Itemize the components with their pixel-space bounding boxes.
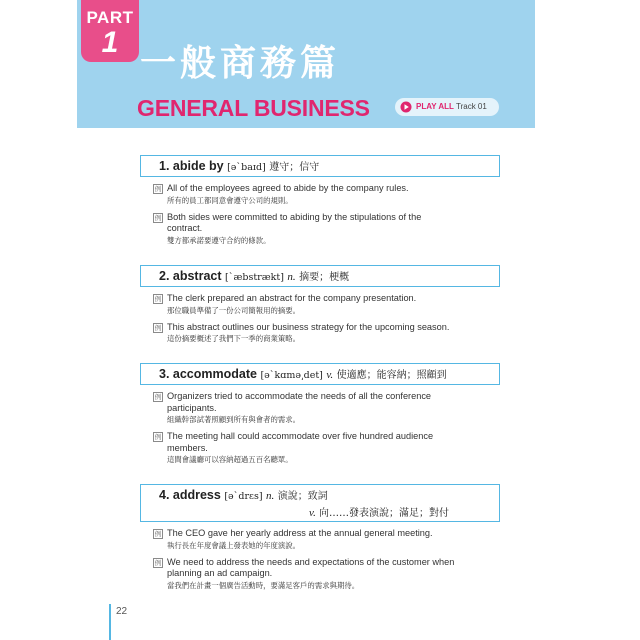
entry-headword-bar: [140, 265, 500, 287]
definition: 使適應；能容納；照顧到: [336, 370, 447, 381]
definition: 遵守；信守: [269, 162, 320, 173]
chapter-title-chinese: 一般商務篇: [140, 43, 341, 84]
example-sentence: [153, 528, 483, 551]
vocab-entry: [140, 265, 500, 344]
example-english-line2: participants.: [167, 402, 217, 413]
example-sentence: [153, 391, 483, 425]
example-english-line2: members.: [167, 442, 208, 453]
play-all-label: PLAY ALL: [416, 102, 454, 111]
part-number: 1: [101, 26, 119, 59]
entry-headword-bar: [140, 155, 500, 177]
example-marker-icon: 例: [154, 295, 162, 303]
example-sentence: [153, 431, 483, 465]
pronunciation: [əˋbaɪd]: [227, 162, 266, 173]
play-audio-icon: [400, 101, 412, 113]
part-label: PART: [86, 8, 134, 27]
example-marker-icon: 例: [154, 558, 162, 567]
example-english: The meeting hall could accommodate over five hundred audience: [167, 431, 434, 441]
example-english: Both sides were committed to abiding by the stipulations of the: [167, 211, 422, 222]
headword: 1. abide by: [159, 159, 224, 173]
example-english: The CEO gave her yearly address at the annual general meeting.: [167, 528, 433, 538]
headword: 4. address: [159, 488, 221, 502]
vocab-entry: [140, 363, 500, 465]
example-chinese: 執行長在年度會議上發表她的年度演說。: [167, 540, 301, 550]
example-chinese: 雙方都承諾要遵守合約的條款。: [167, 235, 271, 245]
example-sentence: [153, 212, 483, 246]
example-sentence: [153, 557, 483, 591]
vocab-entry: [140, 155, 500, 246]
part-tab: [81, 0, 139, 62]
example-marker-icon: 例: [154, 393, 162, 401]
example-chinese: 那位職員準備了一份公司簡報用的摘要。: [167, 305, 301, 315]
example-sentence: [153, 183, 483, 206]
pronunciation: [əˋdrɛs]: [224, 491, 263, 502]
headword: 2. abstract: [159, 269, 222, 283]
definition: 演說；致詞: [277, 491, 328, 502]
headword: 3. accommodate: [159, 367, 257, 381]
definition-2: 向……發表演說；滿足；對付: [319, 508, 450, 519]
part-of-speech: n.: [266, 490, 275, 502]
pronunciation: [əˋkɑmə͵det]: [260, 370, 323, 381]
part-of-speech-2: v.: [309, 507, 316, 519]
pronunciation: [ˋæbstrækt]: [225, 272, 284, 283]
example-chinese: 組織幹部試著照顧到所有與會者的需求。: [167, 415, 301, 424]
page-number-rule: [109, 604, 111, 640]
chapter-title-english: GENERAL BUSINESS: [137, 95, 370, 121]
example-sentence: [153, 322, 483, 345]
example-english: Organizers tried to accommodate the needs of all the conference: [167, 391, 432, 401]
page-number: 22: [116, 606, 128, 617]
example-chinese: 所有的員工都同意會遵守公司的規則。: [167, 195, 293, 205]
part-of-speech: v.: [326, 369, 334, 381]
example-chinese: 這份摘要概述了我們下一季的商業策略。: [167, 334, 301, 343]
play-all-button[interactable]: [395, 98, 499, 116]
example-marker-icon: 例: [154, 323, 162, 332]
example-marker-icon: 例: [154, 185, 162, 193]
vocab-entry: [140, 484, 500, 591]
track-label: Track 01: [456, 102, 487, 111]
example-chinese: 當我們在計畫一個廣告活動時，要滿足客戶的需求與期待。: [167, 580, 360, 590]
example-marker-icon: 例: [154, 530, 162, 538]
entry-headword-bar: [140, 363, 500, 385]
example-english: All of the employees agreed to abide by the company rules.: [167, 183, 409, 193]
entry-headword-bar: [140, 484, 500, 522]
example-chinese: 這間會議廳可以容納超過五百名聽眾。: [167, 455, 293, 464]
example-marker-icon: 例: [154, 433, 162, 441]
example-english: This abstract outlines our business strategy for the upcoming season.: [167, 321, 450, 332]
part-of-speech: n.: [287, 271, 296, 283]
definition: 摘要；梗概: [299, 272, 350, 283]
header-band: [77, 0, 535, 128]
example-english: We need to address the needs and expectations of the customer when: [167, 556, 455, 567]
example-sentence: [153, 293, 483, 316]
example-english-line2: planning an ad campaign.: [167, 568, 273, 578]
example-english: The clerk prepared an abstract for the company presentation.: [167, 293, 417, 303]
example-marker-icon: 例: [154, 213, 162, 222]
example-english-line2: contract.: [167, 223, 203, 233]
book-page: [77, 0, 535, 640]
